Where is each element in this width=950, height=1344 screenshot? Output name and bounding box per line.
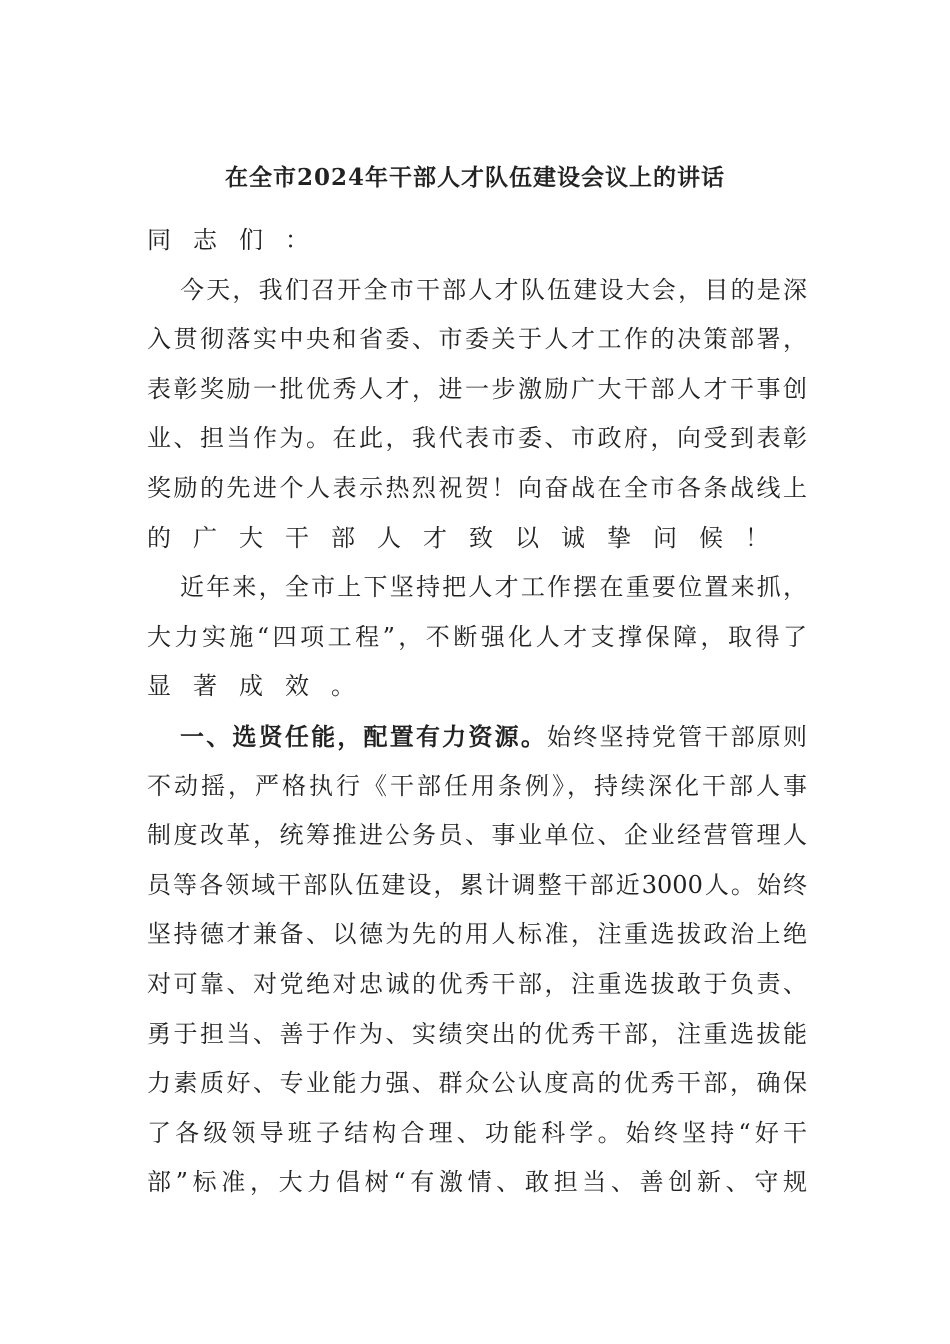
section-heading: 一、选贤任能，配置有力资源。 xyxy=(180,721,548,751)
greeting: 同志们： xyxy=(147,226,331,254)
text-line: 了各级领导班子结构合理、功能科学。始终坚持“好干 xyxy=(147,1118,807,1147)
text-line: 制度改革，统筹推进公务员、事业单位、企业经营管理人 xyxy=(147,821,807,850)
text-line xyxy=(147,712,807,762)
text-line: 不动摇，严格执行《干部任用条例》，持续深化干部人事 xyxy=(147,771,807,800)
text-line: 业、担当作为。在此，我代表市委、市政府，向受到表彰 xyxy=(147,424,807,453)
paragraph-section-one xyxy=(147,712,807,1208)
text-line: 勇于担当、善于作为、实绩突出的优秀干部，注重选拔能 xyxy=(147,1019,807,1048)
text-line: 力素质好、专业能力强、群众公认度高的优秀干部，确保 xyxy=(147,1069,807,1098)
text-line: 员等各领域干部队伍建设，累计调整干部近3000人。始终 xyxy=(147,870,807,899)
text-line: 近年来，全市上下坚持把人才工作摆在重要位置来抓， xyxy=(180,573,807,602)
text-run: 始终坚持党管干部原则 xyxy=(547,722,808,751)
text-line: 今天，我们召开全市干部人才队伍建设大会，目的是深 xyxy=(180,275,807,304)
text-line: 部”标准，大力倡树“有激情、敢担当、善创新、守规 xyxy=(147,1168,807,1197)
document-body xyxy=(147,216,807,1208)
text-line: 表彰奖励一批优秀人才，进一步激励广大干部人才干事创 xyxy=(147,374,807,403)
text-line: 入贯彻落实中央和省委、市委关于人才工作的决策部署， xyxy=(147,325,807,354)
document-title: 在全市2024年干部人才队伍建设会议上的讲话 xyxy=(224,164,725,191)
text-line: 大力实施“四项工程”，不断强化人才支撑保障，取得了 xyxy=(147,622,807,651)
text-line: 显著成效。 xyxy=(147,672,377,701)
text-line: 坚持德才兼备、以德为先的用人标准，注重选拔政治上绝 xyxy=(147,920,807,949)
text-line: 的广大干部人才致以诚挚问候！ xyxy=(147,523,791,552)
paragraph-achievements xyxy=(147,563,807,712)
paragraph-intro xyxy=(147,266,807,564)
text-line: 奖励的先进个人表示热烈祝贺！向奋战在全市各条战线上 xyxy=(147,473,807,502)
text-line: 对可靠、对党绝对忠诚的优秀干部，注重选拔敢于负责、 xyxy=(147,969,807,998)
